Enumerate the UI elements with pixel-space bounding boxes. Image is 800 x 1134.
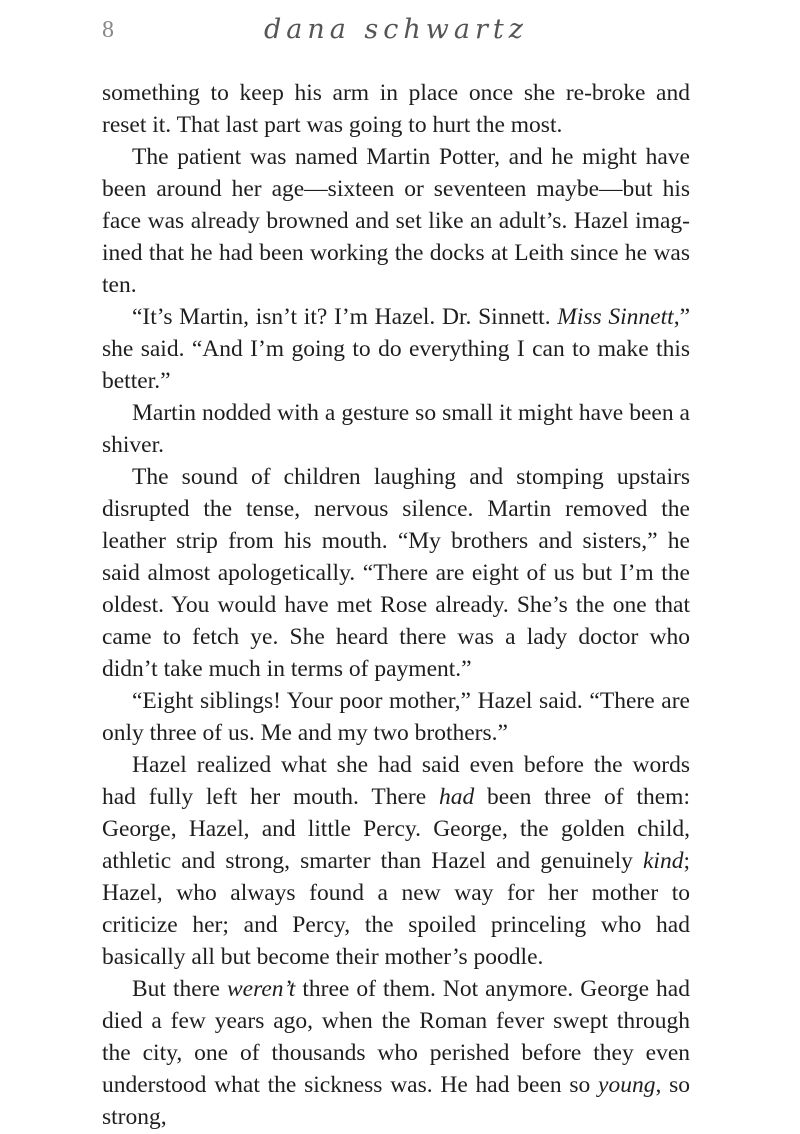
text-run: something to keep his arm in place once she re-broke and reset it. That last part was going to hurt the most. bbox=[102, 80, 690, 138]
text-run: The sound of children laughing and stomping upstairs disrupted the tense, nervous silence. Martin removed the leather strip from his mouth. “My brothers and sisters,” he said almost apologetically. “There are eight of us but I’m the oldest. You would have met Rose already. She’s the one that came to fetch ye. She heard there was a lady doctor who didn’t take much in terms of payment.” bbox=[102, 464, 690, 682]
page-header bbox=[102, 10, 690, 50]
paragraph bbox=[102, 77, 690, 141]
italic-text: young bbox=[598, 1072, 656, 1098]
paragraph bbox=[102, 749, 690, 973]
body-text bbox=[102, 77, 690, 1133]
italic-text: had bbox=[438, 784, 475, 810]
text-run: Martin nodded with a gesture so small it might have been a shiver. bbox=[102, 400, 690, 458]
paragraph bbox=[102, 397, 690, 461]
paragraph bbox=[102, 141, 690, 301]
italic-text: weren’t bbox=[227, 976, 296, 1002]
text-run: ; Hazel, who always found a new way for her mother to criticize her; and Percy, the spoiled princeling who had basically all but become their mother’s poodle. bbox=[102, 848, 690, 970]
text-run: The patient was named Martin Potter, and he might have been around her age—sixteen or seventeen maybe—but his face was already browned and set like an adult’s. Hazel imagined that he had been working the docks at Leith since he was ten. bbox=[102, 144, 690, 298]
text-run: “Eight siblings! Your poor mother,” Hazel said. “There are only three of us. Me and my two brothers.” bbox=[102, 688, 690, 746]
text-run: , so strong, bbox=[102, 1072, 691, 1130]
text-run: But there bbox=[132, 976, 227, 1002]
running-head-author: dana schwartz bbox=[263, 14, 528, 45]
text-run: Hazel realized what she had said even before the words had fully left her mouth. There bbox=[102, 752, 690, 810]
paragraph bbox=[102, 973, 690, 1133]
paragraph bbox=[102, 301, 690, 397]
paragraph bbox=[102, 461, 690, 685]
page-number: 8 bbox=[102, 17, 114, 43]
text-run: “It’s Martin, isn’t it? I’m Hazel. Dr. Sinnett. bbox=[132, 304, 558, 330]
text-run: three of them. Not anymore. George had died a few years ago, when the Roman fever swept through the city, one of thousands who perished before they even understood what the sickness was. He had been so bbox=[102, 976, 690, 1098]
text-run: ,” she said. “And I’m going to do everything I can to make this better.” bbox=[102, 304, 690, 394]
text-run: been three of them: George, Hazel, and little Percy. George, the golden child, athletic and strong, smarter than Hazel and genuinely bbox=[102, 784, 690, 874]
italic-text: kind bbox=[643, 848, 684, 874]
italic-text: Miss Sinnett bbox=[557, 304, 674, 330]
paragraph bbox=[102, 685, 690, 749]
